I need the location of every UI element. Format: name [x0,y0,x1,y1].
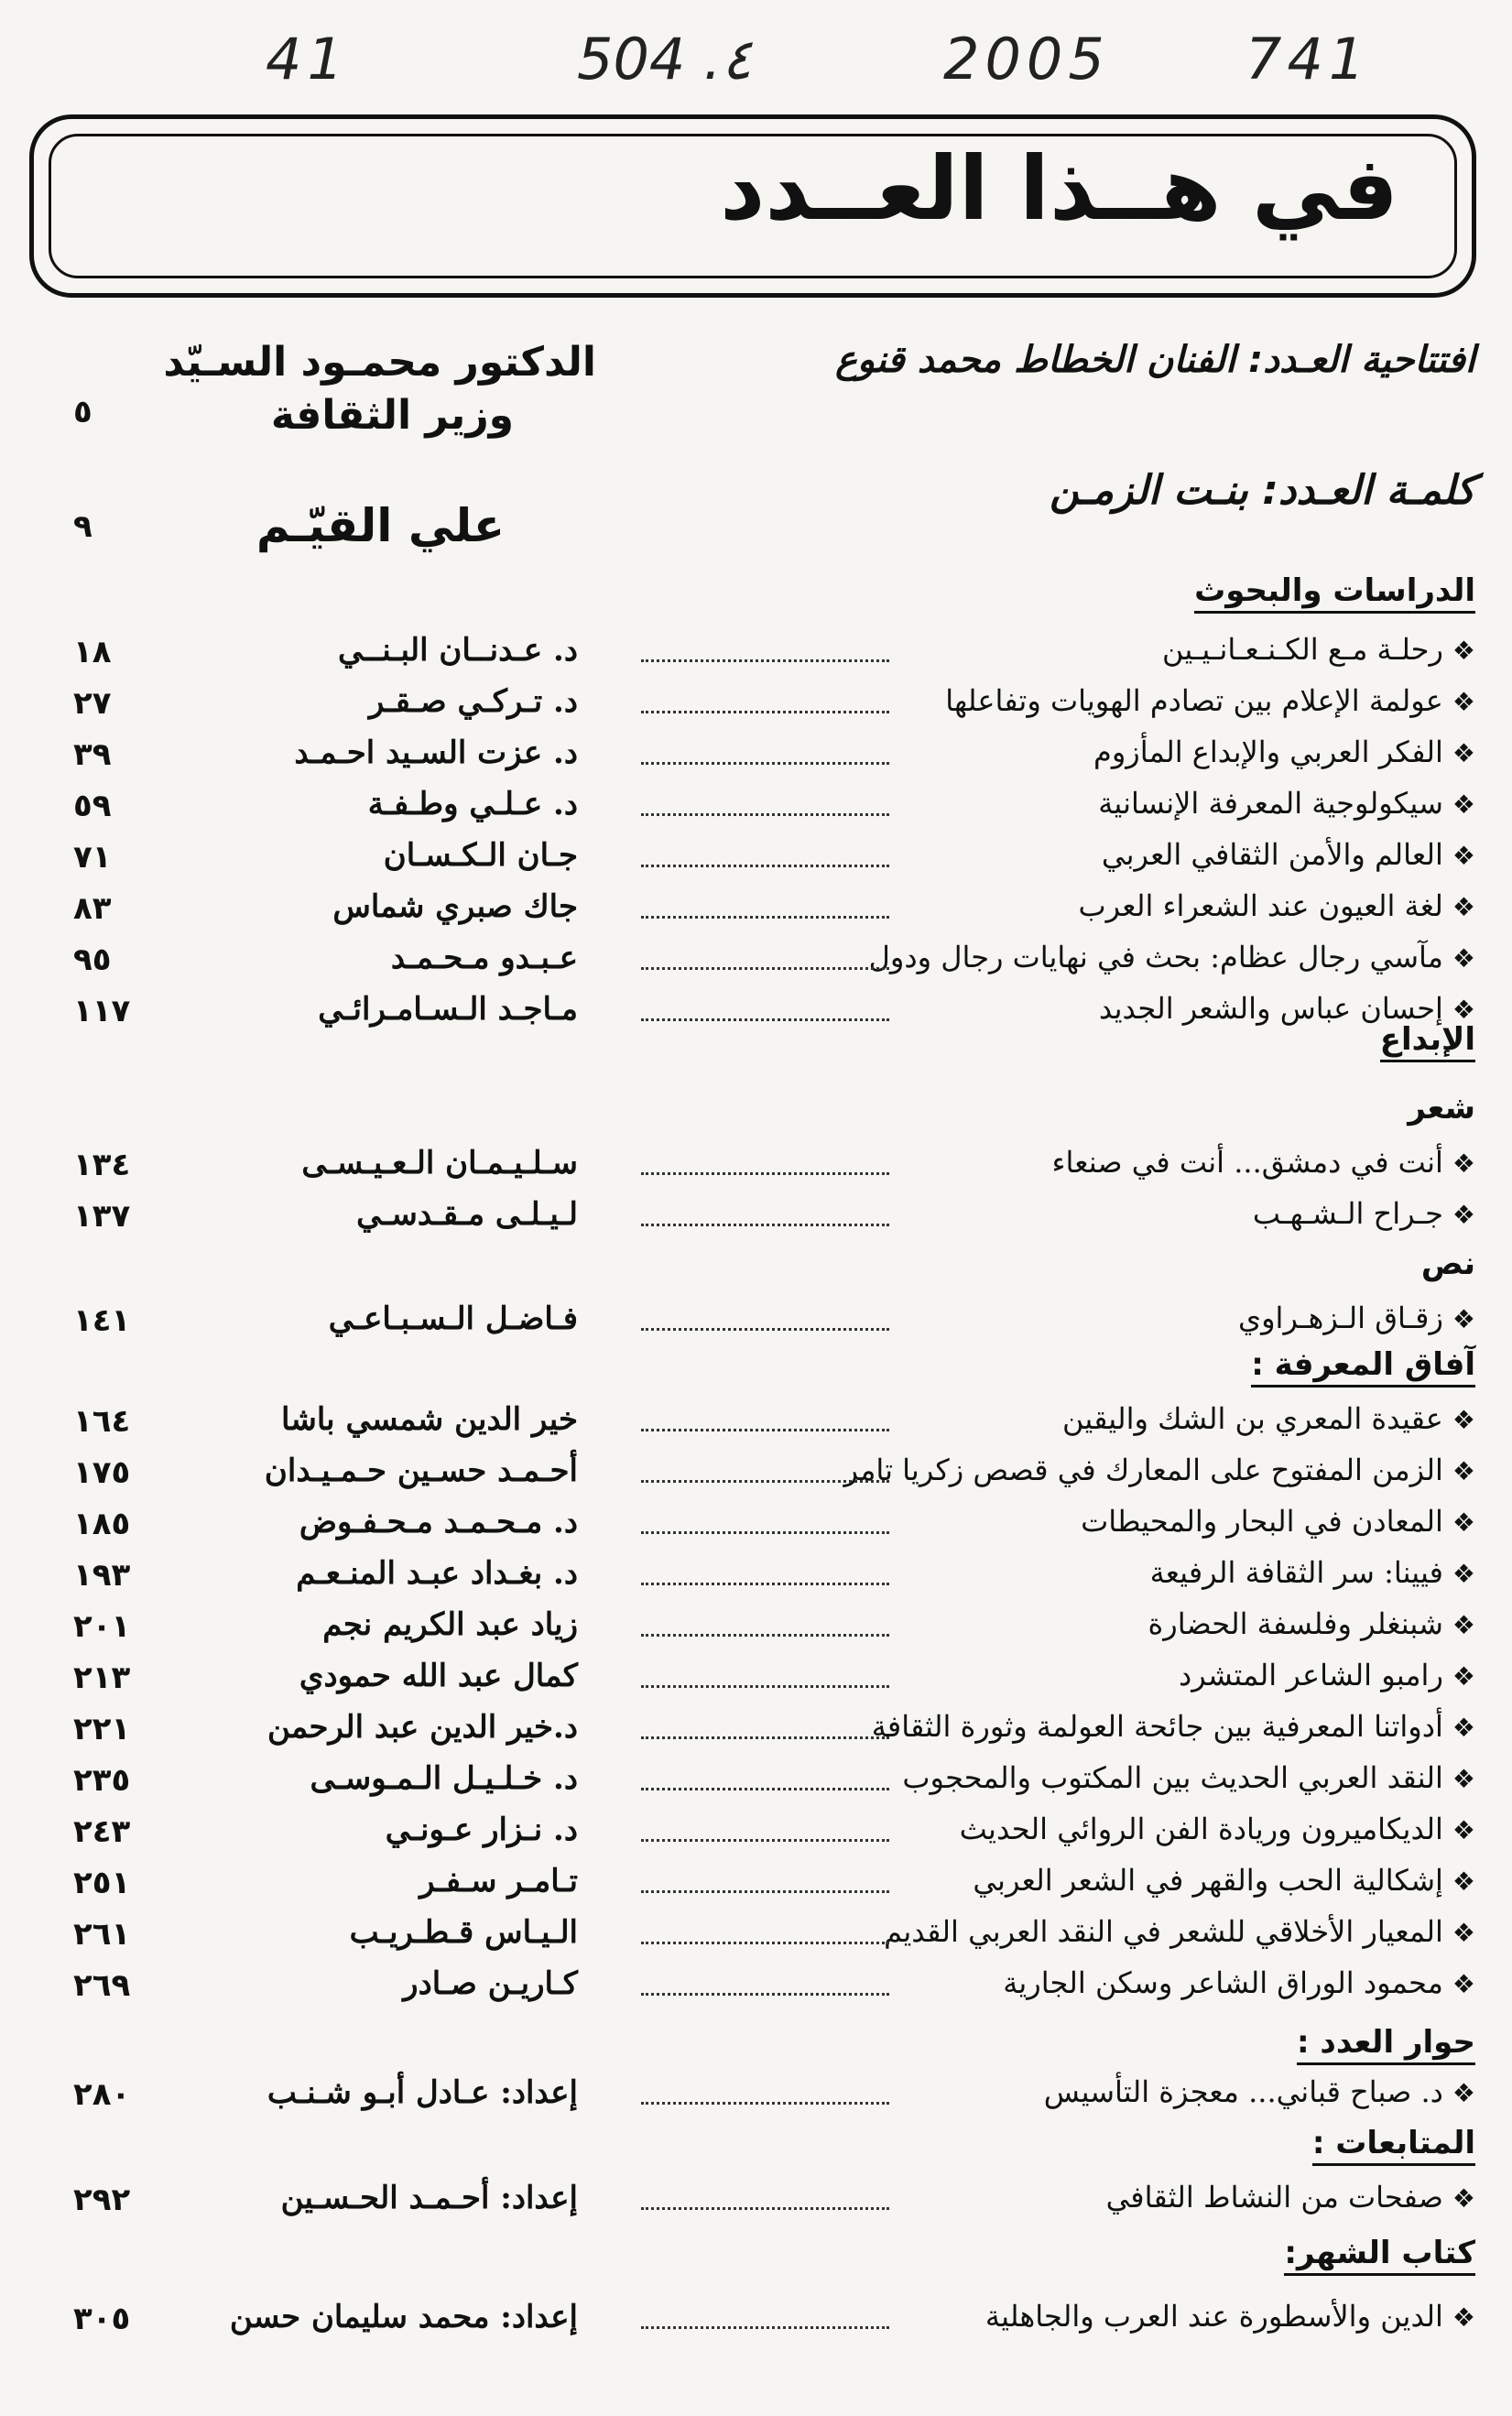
page-number: ٣٠٥ [73,2301,131,2337]
page-number: ١٣٤ [73,1147,131,1183]
dot-leader [641,916,889,919]
section-heading: المتابعات : [1312,2125,1475,2166]
page-number: ١٦٤ [73,1403,131,1440]
dot-leader [641,659,889,662]
dot-leader [641,1993,889,1996]
dot-leader [641,1429,889,1431]
page-title: في هــذا العــدد [720,137,1398,240]
article-author: د. عزت السـيد احـمـد [294,735,578,771]
page-number: ١٧٥ [73,1454,131,1491]
toc-entry [55,991,1475,1037]
article-title: ❖إحسان عباس والشعر الجديد [1098,991,1475,1026]
article-title: ❖الديكاميرون وريادة الفن الروائي الحديث [959,1812,1475,1846]
page-number: ٢٦١ [73,1916,131,1953]
article-author: فـاضـل الـسـبـاعـي [328,1301,578,1337]
page-number: ١٨ [73,634,112,670]
dot-leader [641,2102,889,2105]
page-number: ٥٩ [73,788,112,824]
article-title: ❖رامبو الشاعر المتشرد [1178,1658,1475,1692]
toc-entry [55,2074,1475,2120]
article-author: مـاجـد الـسـامـرائـي [318,991,578,1028]
dot-leader [641,711,889,713]
dot-leader [641,967,889,970]
dot-leader [641,1328,889,1331]
dot-leader [641,1018,889,1021]
article-title: ❖مآسي رجال عظام: بحث في نهايات رجال ودول [868,940,1475,974]
issue-word-label: كلمـة العـدد: بنـت الزمـن [1050,467,1475,514]
section-subheading: شعر [1408,1090,1475,1126]
section-heading: الإبداع [1380,1021,1475,1062]
article-title: ❖الفكر العربي والإبداع المأزوم [1093,735,1475,769]
diamond-bullet-icon: ❖ [1452,841,1475,871]
toc-entry [55,888,1475,934]
article-title: ❖المعادن في البحار والمحيطات [1081,1504,1475,1539]
article-title: ❖لغة العيون عند الشعراء العرب [1078,888,1475,923]
article-author: د. بغـداد عبـد المنـعـم [296,1555,578,1592]
diamond-bullet-icon: ❖ [1452,636,1475,666]
toc-entry [55,940,1475,985]
diamond-bullet-icon: ❖ [1452,943,1475,974]
toc-entry [55,1606,1475,1652]
page-number: ٢٧ [73,685,112,722]
diamond-bullet-icon: ❖ [1452,1610,1475,1640]
toc-entry [55,1760,1475,1806]
issue-word-page: ٩ [73,508,92,545]
toc-entry [55,1504,1475,1550]
article-author: د.خير الدين عبد الرحمن [267,1709,578,1746]
editorial-label: افتتاحية العـدد: الفنان الخطاط محمد قنوع [835,339,1475,381]
toc-entry [55,1555,1475,1601]
diamond-bullet-icon: ❖ [1452,1405,1475,1435]
page-number: ٩٥ [73,941,112,978]
article-title: ❖أدواتنا المعرفية بين جائحة العولمة وثورة الثقافة [871,1709,1475,1744]
page-number: ٢٤٣ [73,1813,131,1850]
handwritten-number-b: 504 .٤ [577,26,753,93]
article-title: ❖الدين والأسطورة عند العرب والجاهلية [984,2299,1475,2334]
section-subheading: نص [1420,1246,1475,1282]
article-author: د. خـلـيـل الـمـوسـى [310,1760,578,1797]
toc-entry [55,2180,1475,2226]
article-author: كمال عبد الله حمودي [299,1658,578,1694]
diamond-bullet-icon: ❖ [1452,1969,1475,1999]
page-number: ٨٣ [73,890,112,927]
handwritten-number-d: 741 [1245,26,1371,93]
article-title: ❖إشكالية الحب والقهر في الشعر العربي [973,1863,1475,1898]
handwritten-number-a: 41 [266,26,349,93]
article-author: إعداد: محمد سليمان حسن [229,2299,578,2335]
section-heading: الدراسات والبحوث [1194,572,1475,614]
dot-leader [641,813,889,816]
diamond-bullet-icon: ❖ [1452,892,1475,922]
page-number: ١٣٧ [73,1198,131,1235]
diamond-bullet-icon: ❖ [1452,1661,1475,1692]
editorial-author-role: وزير الثقافة [270,392,514,439]
diamond-bullet-icon: ❖ [1452,738,1475,768]
article-author: كـاريـن صـادر [403,1965,578,2002]
article-author: سـلـيـمـان الـعـيـسـى [301,1145,578,1181]
article-author: تـامـر سـفـر [419,1863,578,1899]
toc-entry [55,632,1475,678]
toc-entry [55,1709,1475,1755]
diamond-bullet-icon: ❖ [1452,1148,1475,1179]
toc-entry [55,837,1475,883]
article-title: ❖الزمن المفتوح على المعارك في قصص زكريا تامر [843,1453,1475,1487]
article-author: د. عـدنــان البـنــي [337,632,578,669]
diamond-bullet-icon: ❖ [1452,789,1475,820]
article-title: ❖عولمة الإعلام بين تصادم الهويات وتفاعلها [945,683,1475,718]
toc-entry [55,1301,1475,1346]
dot-leader [641,1685,889,1688]
article-title: ❖محمود الوراق الشاعر وسكن الجارية [1003,1965,1475,2000]
toc-entry [55,1914,1475,1960]
article-author: عـبـدو مـحـمـد [390,940,578,976]
page-number: ٢٩٢ [73,2182,131,2218]
diamond-bullet-icon: ❖ [1452,1507,1475,1538]
page-number: ٢١٣ [73,1660,131,1696]
toc-entry [55,1196,1475,1242]
dot-leader [641,2207,889,2210]
page-number: ١١٧ [73,993,131,1029]
editorial-author: الدكتور محمـود السـيّد [163,339,596,386]
article-title: ❖جـراح الـشـهـب [1252,1196,1475,1231]
article-title: ❖فيينا: سر الثقافة الرفيعة [1149,1555,1475,1590]
dot-leader [641,1634,889,1637]
toc-entry [55,735,1475,780]
dot-leader [641,1480,889,1483]
page-number: ٣٩ [73,736,112,773]
toc-entry [55,2299,1475,2345]
article-author: د. تـركـي صـقـر [368,683,578,720]
article-author: لـيـلـى مـقـدسـي [356,1196,578,1233]
dot-leader [641,1788,889,1790]
article-author: أحـمـد حسـين حـمـيـدان [264,1453,578,1489]
title-frame [29,114,1476,298]
toc-entry [55,683,1475,729]
diamond-bullet-icon: ❖ [1452,687,1475,717]
handwritten-year: 2005 [943,26,1110,93]
dot-leader [641,762,889,765]
handwritten-catalog-notes [0,26,1512,108]
diamond-bullet-icon: ❖ [1452,1200,1475,1230]
diamond-bullet-icon: ❖ [1452,1764,1475,1794]
diamond-bullet-icon: ❖ [1452,1713,1475,1743]
article-title: ❖أنت في دمشق... أنت في صنعاء [1051,1145,1475,1180]
article-author: د. مـحـمـد مـحـفـوض [299,1504,578,1540]
article-title: ❖النقد العربي الحديث بين المكتوب والمحجوب [902,1760,1475,1795]
page-number: ٢٨٠ [73,2076,131,2113]
toc-entry [55,1812,1475,1857]
article-title: ❖د. صباح قباني... معجزة التأسيس [1043,2074,1475,2109]
page-number: ١٤١ [73,1302,131,1339]
toc-entry [55,1658,1475,1703]
page-number: ٢٣٥ [73,1762,131,1799]
page-number: ١٨٥ [73,1506,131,1542]
article-title: ❖عقيدة المعري بن الشك واليقين [1062,1401,1475,1436]
toc-entry [55,1145,1475,1191]
article-author: د. نـزار عـونـي [385,1812,578,1848]
dot-leader [641,865,889,867]
diamond-bullet-icon: ❖ [1452,2302,1475,2333]
dot-leader [641,1172,889,1175]
article-title: ❖صفحات من النشاط الثقافي [1105,2180,1475,2215]
diamond-bullet-icon: ❖ [1452,1815,1475,1845]
toc-entry [55,1863,1475,1909]
page-number: ٢٢١ [73,1711,131,1747]
dot-leader [641,1942,889,1944]
toc-entry [55,786,1475,832]
section-heading: آفاق المعرفة : [1251,1346,1475,1388]
article-title: ❖سيكولوجية المعرفة الإنسانية [1098,786,1475,821]
page-number: ٢٠١ [73,1608,131,1645]
article-title: ❖زقـاق الـزهـراوي [1238,1301,1475,1335]
page-number: ٢٥١ [73,1865,131,1901]
article-title: ❖شبنغلر وفلسفة الحضارة [1148,1606,1475,1641]
article-author: خير الدين شمسي باشا [280,1401,578,1438]
dot-leader [641,1583,889,1585]
article-author: الـيـاس قـطـريـب [349,1914,578,1951]
dot-leader [641,1890,889,1893]
article-author: إعداد: عـادل أبـو شـنـب [267,2074,578,2111]
dot-leader [641,2326,889,2329]
article-title: ❖رحلـة مـع الكـنـعـانـيـين [1162,632,1475,667]
article-author: إعداد: أحـمـد الحـسـين [280,2180,578,2216]
article-author: جاك صبري شماس [332,888,578,925]
toc-entry [55,1401,1475,1447]
editorial-page: ٥ [73,394,92,430]
toc-entry [55,1965,1475,2011]
dot-leader [641,1224,889,1226]
diamond-bullet-icon: ❖ [1452,995,1475,1025]
page-number: ٧١ [73,839,112,876]
dot-leader [641,1736,889,1739]
diamond-bullet-icon: ❖ [1452,2078,1475,2108]
dot-leader [641,1839,889,1842]
diamond-bullet-icon: ❖ [1452,1918,1475,1948]
toc-entry [55,1453,1475,1498]
article-title: ❖العالم والأمن الثقافي العربي [1101,837,1475,872]
article-title: ❖المعيار الأخلاقي للشعر في النقد العربي القديم [884,1914,1475,1949]
diamond-bullet-icon: ❖ [1452,1456,1475,1486]
page-number: ١٩٣ [73,1557,131,1594]
article-author: جـان الـكـسـان [383,837,578,874]
diamond-bullet-icon: ❖ [1452,1866,1475,1897]
article-author: د. عـلـي وطـفـة [367,786,578,822]
diamond-bullet-icon: ❖ [1452,1559,1475,1589]
section-heading: كتاب الشهر: [1284,2235,1475,2276]
section-heading: حوار العدد : [1297,2024,1475,2065]
diamond-bullet-icon: ❖ [1452,1304,1475,1334]
page-number: ٢٦٩ [73,1967,131,2004]
issue-word-author: علي القيّـم [256,499,505,552]
dot-leader [641,1531,889,1534]
article-author: زياد عبد الكريم نجم [322,1606,578,1643]
diamond-bullet-icon: ❖ [1452,2183,1475,2214]
